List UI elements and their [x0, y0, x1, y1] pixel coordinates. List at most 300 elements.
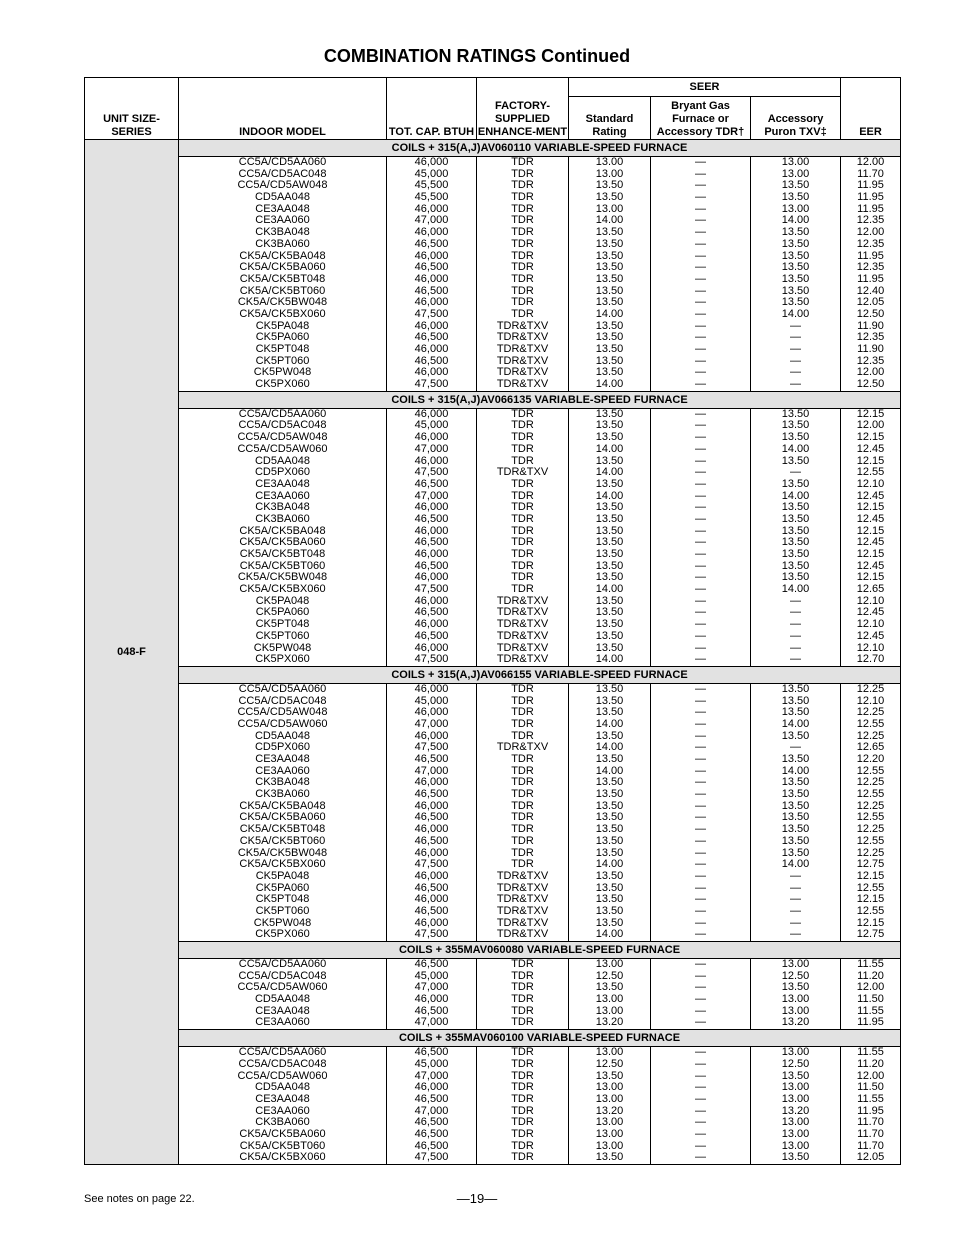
cell-accessory-txv: — [790, 343, 802, 355]
cell-indoor-model: CK5PA048 [255, 594, 310, 607]
cell-standard-rating: 13.50 [595, 893, 624, 906]
cell-eer: 12.45 [856, 512, 885, 525]
cell-indoor-model: CK5A/CK5BA060 [239, 1127, 326, 1140]
section-data-row [85, 408, 901, 666]
cell-standard-rating: 13.50 [595, 431, 624, 444]
cell-eer: 12.25 [856, 682, 885, 695]
section-data-row [85, 683, 901, 941]
cell-enhancement: TDR [511, 1104, 534, 1117]
column-enhancement [477, 1047, 569, 1165]
cell-enhancement: TDR&TXV [496, 331, 549, 344]
cell-tot-cap: 46,000 [414, 366, 449, 379]
cell-indoor-model: CK5A/CK5BW048 [237, 296, 328, 309]
cell-enhancement: TDR [511, 167, 534, 180]
cell-tot-cap: 46,500 [414, 284, 449, 297]
cell-bryant-tdr: — [695, 1057, 706, 1070]
column-bryant-tdr [651, 1047, 751, 1165]
cell-standard-rating: 13.50 [595, 191, 624, 204]
cell-indoor-model: CD5AA048 [254, 191, 311, 204]
cell-standard-rating: 13.50 [595, 869, 624, 882]
cell-tot-cap: 46,000 [414, 249, 449, 262]
cell-enhancement: TDR [511, 958, 534, 970]
cell-bryant-tdr: — [695, 466, 706, 479]
cell-accessory-txv: 13.50 [781, 179, 810, 192]
cell-indoor-model: CC5A/CD5AA060 [238, 958, 327, 970]
cell-accessory-txv: — [790, 653, 802, 666]
cell-accessory-txv: 14.00 [781, 214, 810, 227]
cell-enhancement: TDR [511, 1016, 534, 1029]
cell-tot-cap: 46,500 [414, 1116, 449, 1129]
cell-enhancement: TDR&TXV [496, 594, 549, 607]
cell-standard-rating: 13.00 [595, 1139, 624, 1152]
cell-standard-rating: 14.00 [595, 583, 624, 596]
table-body [85, 140, 901, 1165]
cell-tot-cap: 46,000 [414, 993, 449, 1006]
cell-bryant-tdr: — [695, 307, 706, 320]
cell-enhancement: TDR [511, 846, 534, 859]
cell-bryant-tdr: — [695, 594, 706, 607]
cell-bryant-tdr: — [695, 419, 706, 432]
cell-eer: 12.00 [856, 156, 885, 168]
cell-standard-rating: 13.50 [595, 249, 624, 262]
cell-standard-rating: 14.00 [595, 928, 624, 941]
cell-enhancement: TDR [511, 1069, 534, 1082]
cell-accessory-txv: 13.00 [781, 1004, 810, 1017]
cell-accessory-txv: 13.00 [781, 202, 810, 215]
cell-accessory-txv: 13.00 [781, 1139, 810, 1152]
cell-accessory-txv: 14.00 [781, 717, 810, 730]
cell-accessory-txv: 13.50 [781, 548, 810, 560]
column-bryant-tdr [651, 683, 751, 941]
cell-standard-rating: 13.50 [595, 284, 624, 297]
cell-bryant-tdr: — [695, 1016, 706, 1029]
cell-tot-cap: 47,000 [414, 981, 449, 994]
cell-eer: 11.50 [857, 993, 884, 1006]
cell-indoor-model: CE3AA060 [255, 489, 310, 502]
cell-indoor-model: CK5A/CK5BT048 [239, 548, 326, 560]
cell-tot-cap: 45,000 [414, 1057, 449, 1070]
column-indoor-model [179, 408, 387, 666]
cell-indoor-model: CC5A/CD5AW060 [237, 442, 328, 455]
cell-bryant-tdr: — [695, 536, 706, 549]
cell-indoor-model: CK5A/CK5BT060 [239, 284, 326, 297]
cell-tot-cap: 46,000 [414, 407, 449, 420]
cell-accessory-txv: 13.50 [781, 571, 810, 584]
section-title: COILS + 315(A,J)AV066135 VARIABLE-SPEED FURNACE [179, 391, 901, 408]
cell-bryant-tdr: — [695, 811, 706, 824]
cell-bryant-tdr: — [695, 319, 706, 332]
cell-bryant-tdr: — [695, 559, 706, 572]
cell-eer: 12.45 [856, 489, 885, 502]
cell-standard-rating: 13.50 [595, 296, 624, 309]
cell-standard-rating: 13.50 [595, 454, 624, 467]
cell-bryant-tdr: — [695, 1092, 706, 1105]
cell-standard-rating: 13.50 [595, 501, 624, 514]
cell-accessory-txv: 12.50 [781, 1057, 810, 1070]
cell-indoor-model: CK5A/CK5BT060 [239, 1139, 326, 1152]
cell-indoor-model: CE3AA060 [255, 764, 310, 777]
cell-eer: 12.70 [856, 653, 885, 666]
cell-tot-cap: 46,000 [414, 343, 449, 355]
cell-standard-rating: 14.00 [595, 214, 624, 227]
cell-accessory-txv: 13.50 [781, 682, 810, 695]
cell-enhancement: TDR [511, 419, 534, 432]
cell-indoor-model: CK3BA060 [255, 512, 310, 525]
cell-accessory-txv: 13.50 [781, 454, 810, 467]
cell-standard-rating: 13.50 [595, 1069, 624, 1082]
cell-enhancement: TDR [511, 284, 534, 297]
cell-eer: 12.15 [856, 524, 885, 537]
cell-enhancement: TDR&TXV [496, 869, 549, 882]
cell-enhancement: TDR [511, 764, 534, 777]
cell-bryant-tdr: — [695, 191, 706, 204]
cell-tot-cap: 47,500 [414, 928, 449, 941]
cell-accessory-txv: 13.50 [781, 1151, 810, 1164]
cell-accessory-txv: 13.50 [781, 536, 810, 549]
cell-enhancement: TDR&TXV [496, 343, 549, 355]
cell-standard-rating: 14.00 [595, 466, 624, 479]
cell-standard-rating: 13.50 [595, 788, 624, 801]
cell-standard-rating: 13.50 [595, 594, 624, 607]
cell-eer: 11.70 [857, 1127, 884, 1140]
cell-enhancement: TDR&TXV [496, 641, 549, 654]
cell-tot-cap: 46,500 [414, 606, 449, 619]
cell-eer: 12.25 [856, 823, 885, 836]
cell-bryant-tdr: — [695, 431, 706, 444]
cell-standard-rating: 14.00 [595, 489, 624, 502]
cell-accessory-txv: — [790, 629, 802, 642]
cell-indoor-model: CK5A/CK5BT048 [239, 823, 326, 836]
cell-enhancement: TDR [511, 1081, 534, 1094]
cell-tot-cap: 47,500 [414, 1151, 449, 1164]
cell-standard-rating: 13.50 [595, 559, 624, 572]
cell-indoor-model: CK5PA060 [255, 606, 310, 619]
cell-enhancement: TDR&TXV [496, 378, 549, 391]
cell-eer: 12.55 [856, 834, 885, 847]
cell-accessory-txv: 14.00 [781, 764, 810, 777]
cell-bryant-tdr: — [695, 823, 706, 836]
cell-eer: 11.55 [857, 958, 884, 970]
cell-enhancement: TDR [511, 179, 534, 192]
cell-standard-rating: 13.00 [595, 958, 624, 970]
section-header-row [85, 1030, 901, 1047]
cell-standard-rating: 14.00 [595, 442, 624, 455]
column-enhancement [477, 408, 569, 666]
cell-indoor-model: CC5A/CD5AA060 [238, 407, 327, 420]
cell-standard-rating: 13.50 [595, 916, 624, 929]
cell-bryant-tdr: — [695, 916, 706, 929]
section-header-row [85, 140, 901, 157]
cell-accessory-txv: 13.50 [781, 407, 810, 420]
cell-indoor-model: CK5PA048 [255, 869, 310, 882]
column-bryant-tdr [651, 408, 751, 666]
cell-bryant-tdr: — [695, 1046, 706, 1059]
cell-enhancement: TDR&TXV [496, 741, 549, 754]
cell-enhancement: TDR [511, 261, 534, 274]
column-eer [841, 683, 901, 941]
cell-eer: 12.35 [856, 331, 885, 344]
cell-tot-cap: 46,500 [414, 1046, 449, 1059]
cell-bryant-tdr: — [695, 214, 706, 227]
cell-eer: 12.75 [856, 858, 885, 871]
cell-indoor-model: CD5AA048 [254, 1081, 311, 1094]
cell-accessory-txv: 14.00 [781, 858, 810, 871]
cell-standard-rating: 13.50 [595, 512, 624, 525]
cell-standard-rating: 13.50 [595, 272, 624, 285]
cell-indoor-model: CC5A/CD5AA060 [238, 1046, 327, 1059]
cell-bryant-tdr: — [695, 641, 706, 654]
cell-tot-cap: 46,500 [414, 261, 449, 274]
cell-standard-rating: 13.50 [595, 834, 624, 847]
cell-eer: 12.10 [856, 594, 885, 607]
cell-eer: 11.55 [857, 1046, 884, 1059]
page-number: —19— [456, 1191, 498, 1206]
cell-bryant-tdr: — [695, 981, 706, 994]
cell-standard-rating: 13.50 [595, 548, 624, 560]
cell-tot-cap: 47,000 [414, 1104, 449, 1117]
column-accessory-txv [751, 408, 841, 666]
cell-eer: 12.55 [856, 788, 885, 801]
cell-tot-cap: 46,000 [414, 776, 449, 789]
cell-eer: 11.95 [857, 202, 884, 215]
column-accessory-txv [751, 157, 841, 392]
cell-eer: 12.25 [856, 846, 885, 859]
cell-tot-cap: 46,000 [414, 431, 449, 444]
cell-indoor-model: CK5A/CK5BA048 [239, 249, 326, 262]
combination-ratings-table [84, 77, 901, 1165]
cell-eer: 12.35 [856, 237, 885, 250]
cell-eer: 12.15 [856, 916, 885, 929]
cell-bryant-tdr: — [695, 858, 706, 871]
cell-bryant-tdr: — [695, 846, 706, 859]
cell-bryant-tdr: — [695, 776, 706, 789]
cell-accessory-txv: 13.50 [781, 846, 810, 859]
cell-eer: 11.20 [857, 969, 884, 982]
cell-enhancement: TDR [511, 489, 534, 502]
cell-enhancement: TDR&TXV [496, 354, 549, 367]
cell-accessory-txv: 13.00 [781, 1116, 810, 1129]
cell-eer: 12.45 [856, 559, 885, 572]
cell-enhancement: TDR [511, 1139, 534, 1152]
cell-eer: 12.40 [856, 284, 885, 297]
cell-tot-cap: 46,500 [414, 881, 449, 894]
cell-tot-cap: 46,000 [414, 799, 449, 812]
cell-tot-cap: 46,000 [414, 272, 449, 285]
cell-eer: 12.10 [856, 618, 885, 631]
cell-enhancement: TDR [511, 477, 534, 490]
cell-standard-rating: 12.50 [595, 969, 624, 982]
cell-eer: 12.55 [856, 466, 885, 479]
cell-standard-rating: 13.50 [595, 343, 624, 355]
cell-indoor-model: CC5A/CD5AW060 [237, 717, 328, 730]
section-header-row [85, 942, 901, 959]
column-indoor-model [179, 683, 387, 941]
cell-bryant-tdr: — [695, 296, 706, 309]
cell-eer: 11.90 [857, 319, 884, 332]
unit-size-cell: 048-F [85, 140, 179, 1165]
cell-accessory-txv: 13.00 [781, 993, 810, 1006]
cell-standard-rating: 13.00 [595, 202, 624, 215]
section-title: COILS + 315(A,J)AV066155 VARIABLE-SPEED FURNACE [179, 666, 901, 683]
cell-standard-rating: 13.50 [595, 1151, 624, 1164]
cell-bryant-tdr: — [695, 378, 706, 391]
cell-enhancement: TDR [511, 226, 534, 239]
cell-standard-rating: 14.00 [595, 741, 624, 754]
cell-tot-cap: 45,000 [414, 167, 449, 180]
cell-enhancement: TDR [511, 753, 534, 765]
cell-enhancement: TDR [511, 788, 534, 801]
cell-enhancement: TDR [511, 501, 534, 514]
cell-accessory-txv: 13.50 [781, 524, 810, 537]
cell-indoor-model: CD5AA048 [254, 993, 311, 1006]
cell-enhancement: TDR [511, 249, 534, 262]
cell-enhancement: TDR [511, 407, 534, 420]
cell-bryant-tdr: — [695, 764, 706, 777]
cell-eer: 11.95 [857, 179, 884, 192]
cell-eer: 11.70 [857, 167, 884, 180]
cell-bryant-tdr: — [695, 694, 706, 707]
cell-tot-cap: 47,500 [414, 583, 449, 596]
column-bryant-tdr [651, 157, 751, 392]
cell-bryant-tdr: — [695, 1069, 706, 1082]
cell-enhancement: TDR [511, 811, 534, 824]
column-tot-cap [387, 408, 477, 666]
cell-indoor-model: CD5PX060 [254, 741, 311, 754]
cell-tot-cap: 47,500 [414, 858, 449, 871]
cell-indoor-model: CC5A/CD5AA060 [238, 682, 327, 695]
cell-tot-cap: 46,000 [414, 823, 449, 836]
cell-eer: 12.10 [856, 641, 885, 654]
cell-standard-rating: 13.00 [595, 1081, 624, 1094]
cell-enhancement: TDR [511, 296, 534, 309]
cell-bryant-tdr: — [695, 869, 706, 882]
cell-enhancement: TDR [511, 559, 534, 572]
cell-accessory-txv: 13.50 [781, 226, 810, 239]
cell-accessory-txv: — [790, 594, 802, 607]
cell-accessory-txv: 13.50 [781, 823, 810, 836]
cell-bryant-tdr: — [695, 729, 706, 742]
cell-indoor-model: CC5A/CD5AC048 [238, 1057, 327, 1070]
cell-accessory-txv: 13.00 [781, 1092, 810, 1105]
cell-standard-rating: 13.00 [595, 1127, 624, 1140]
cell-indoor-model: CC5A/CD5AC048 [238, 969, 327, 982]
cell-eer: 11.20 [857, 1057, 884, 1070]
cell-accessory-txv: 14.00 [781, 442, 810, 455]
cell-bryant-tdr: — [695, 202, 706, 215]
cell-accessory-txv: 13.00 [781, 1081, 810, 1094]
cell-bryant-tdr: — [695, 237, 706, 250]
cell-indoor-model: CK5A/CK5BX060 [239, 858, 326, 871]
cell-standard-rating: 13.50 [595, 237, 624, 250]
cell-bryant-tdr: — [695, 1104, 706, 1117]
cell-bryant-tdr: — [695, 1004, 706, 1017]
cell-standard-rating: 14.00 [595, 764, 624, 777]
cell-enhancement: TDR [511, 202, 534, 215]
section-data-row [85, 1047, 901, 1165]
cell-indoor-model: CK5PW048 [253, 916, 312, 929]
cell-enhancement: TDR&TXV [496, 904, 549, 917]
cell-bryant-tdr: — [695, 477, 706, 490]
cell-bryant-tdr: — [695, 993, 706, 1006]
cell-bryant-tdr: — [695, 261, 706, 274]
cell-enhancement: TDR [511, 191, 534, 204]
cell-eer: 11.95 [857, 191, 884, 204]
cell-indoor-model: CK5A/CK5BW048 [237, 571, 328, 584]
cell-tot-cap: 46,500 [414, 1127, 449, 1140]
column-enhancement [477, 959, 569, 1030]
cell-standard-rating: 13.00 [595, 167, 624, 180]
cell-standard-rating: 13.50 [595, 606, 624, 619]
cell-accessory-txv: 13.50 [781, 981, 810, 994]
cell-tot-cap: 46,000 [414, 618, 449, 631]
cell-eer: 12.50 [856, 307, 885, 320]
cell-tot-cap: 46,500 [414, 354, 449, 367]
cell-eer: 12.00 [856, 419, 885, 432]
cell-accessory-txv: 13.00 [781, 1127, 810, 1140]
cell-enhancement: TDR&TXV [496, 466, 549, 479]
cell-enhancement: TDR [511, 969, 534, 982]
col-header-eer: EER [841, 78, 901, 140]
cell-standard-rating: 13.00 [595, 1092, 624, 1105]
column-standard-rating [569, 408, 651, 666]
cell-accessory-txv: — [790, 881, 802, 894]
cell-standard-rating: 13.50 [595, 319, 624, 332]
column-accessory-txv [751, 1047, 841, 1165]
cell-accessory-txv: 13.00 [781, 958, 810, 970]
cell-tot-cap: 46,000 [414, 156, 449, 168]
cell-eer: 12.05 [856, 1151, 885, 1164]
cell-tot-cap: 46,000 [414, 846, 449, 859]
cell-standard-rating: 13.50 [595, 729, 624, 742]
cell-tot-cap: 46,000 [414, 319, 449, 332]
cell-eer: 12.05 [856, 296, 885, 309]
cell-accessory-txv: — [790, 366, 802, 379]
cell-enhancement: TDR [511, 571, 534, 584]
cell-standard-rating: 13.00 [595, 1004, 624, 1017]
cell-bryant-tdr: — [695, 156, 706, 168]
cell-accessory-txv: — [790, 354, 802, 367]
cell-bryant-tdr: — [695, 354, 706, 367]
cell-standard-rating: 14.00 [595, 717, 624, 730]
cell-indoor-model: CE3AA060 [255, 1104, 310, 1117]
cell-eer: 12.45 [856, 536, 885, 549]
cell-tot-cap: 45,000 [414, 969, 449, 982]
cell-bryant-tdr: — [695, 706, 706, 719]
cell-standard-rating: 13.50 [595, 407, 624, 420]
cell-tot-cap: 45,500 [414, 191, 449, 204]
col-header-tot-cap: TOT. CAP. BTUH [387, 78, 477, 140]
cell-eer: 12.15 [856, 501, 885, 514]
cell-bryant-tdr: — [695, 958, 706, 970]
cell-eer: 12.25 [856, 799, 885, 812]
cell-tot-cap: 45,000 [414, 419, 449, 432]
cell-standard-rating: 13.50 [595, 881, 624, 894]
cell-enhancement: TDR [511, 1116, 534, 1129]
cell-eer: 12.00 [856, 1069, 885, 1082]
cell-accessory-txv: 13.20 [781, 1016, 810, 1029]
cell-bryant-tdr: — [695, 442, 706, 455]
cell-tot-cap: 47,000 [414, 489, 449, 502]
cell-tot-cap: 46,000 [414, 548, 449, 560]
cell-bryant-tdr: — [695, 226, 706, 239]
cell-tot-cap: 47,500 [414, 741, 449, 754]
cell-accessory-txv: — [790, 641, 802, 654]
cell-accessory-txv: — [790, 869, 802, 882]
page-title: COMBINATION RATINGS Continued [323, 46, 631, 66]
cell-enhancement: TDR&TXV [496, 366, 549, 379]
cell-bryant-tdr: — [695, 834, 706, 847]
cell-accessory-txv: 12.50 [781, 969, 810, 982]
